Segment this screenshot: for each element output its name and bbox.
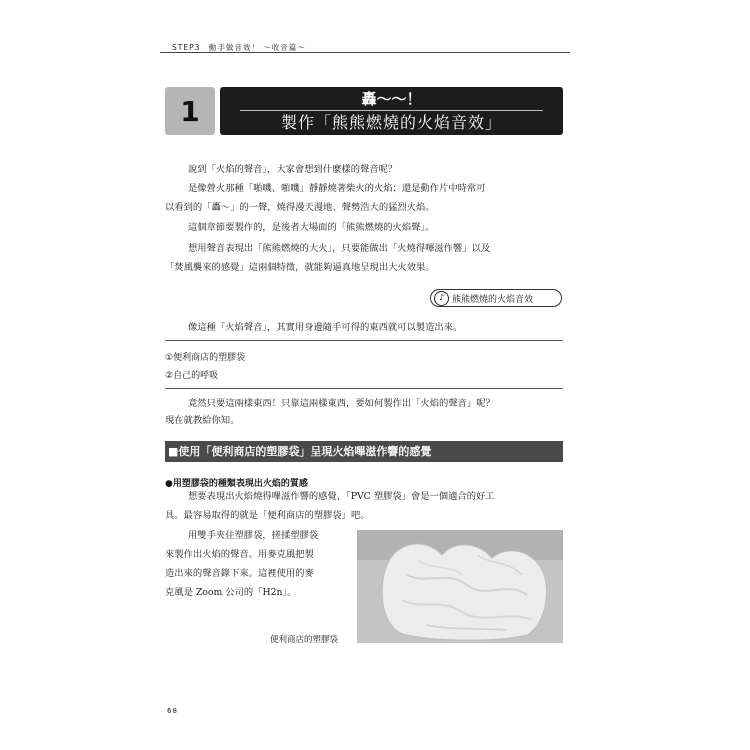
- photo-caption: 便利商店的塑膠袋: [270, 635, 339, 645]
- intro-line-2: 是像營火那種「啪嘰、啪嘰」靜靜燒著柴火的火焰；還是動作片中時常可: [188, 183, 486, 194]
- list-top-rule: [165, 340, 563, 341]
- page-number: 68: [167, 707, 178, 715]
- intro-line-3: 以看到的「轟～」的一聲，燒得漫天漫地、聲勢浩大的猛烈火焰。: [165, 202, 435, 213]
- intro-line-4: 這個章節要製作的，是後者大場面的「熊熊燃燒的火焰聲」。: [188, 222, 435, 233]
- section-para2-line-4: 克風是 Zoom 公司的「H2n」。: [165, 587, 297, 598]
- section-para1-line-1: 想要表現出火焰燒得嗶滋作響的感覺，「PVC 塑膠袋」會是一個適合的好工: [188, 491, 495, 502]
- intro-line-1: 說到「火焰的聲音」，大家會想到什麼樣的聲音呢？: [188, 164, 398, 175]
- plastic-bag-illustration: [357, 530, 563, 643]
- section-para2-line-3: 造出來的聲音錄下來。這裡使用的麥: [165, 568, 314, 579]
- chapter-title-box: [220, 87, 563, 135]
- running-header: STEP3 動手做音效！ ～收音篇～: [172, 43, 306, 52]
- list-bottom-rule: [165, 388, 563, 389]
- after-list-line-2: 現在就教給你知。: [165, 415, 240, 426]
- sound-effect-label: 熊熊燃燒的火焰音效: [452, 294, 534, 305]
- section-para2-line-2: 來製作出火焰的聲音。用麥克風把製: [165, 549, 314, 560]
- plastic-bag-photo: [357, 530, 563, 643]
- intro-line-6: 「焚風襲來的感覺」這兩個特徵，就能夠逼真地呈現出大火效果。: [165, 262, 435, 273]
- sound-effect-badge[interactable]: [430, 289, 562, 307]
- section-heading: ■使用「便利商店的塑膠袋」呈現火焰嗶滋作響的感覺: [165, 441, 563, 462]
- music-note-icon: ♪: [434, 291, 449, 306]
- chapter-title-top: 轟～～！: [361, 90, 422, 108]
- after-list-line-1: 竟然只要這兩樣東西！只靠這兩樣東西，要如何製作出「火焰的聲音」呢？: [188, 398, 495, 409]
- chapter-number: 1: [165, 87, 215, 135]
- header-rule: [160, 52, 570, 53]
- intro-line-5: 想用聲音表現出「熊熊燃燒的大火」，只要能做出「火燒得嗶滋作響」以及: [188, 243, 491, 254]
- lead-text: 像這種「火焰聲音」，其實用身邊隨手可得的東西就可以製造出來。: [188, 322, 463, 333]
- list-item-1: ①便利商店的塑膠袋: [165, 353, 246, 363]
- section-para2-line-1: 用雙手夾住塑膠袋，搓揉塑膠袋: [188, 530, 319, 541]
- section-para1-line-2: 具。最容易取得的就是「便利商店的塑膠袋」吧。: [165, 510, 370, 521]
- chapter-title-main: 製作「熊熊燃燒的火焰音效」: [280, 113, 502, 132]
- list-item-2: ②自己的呼吸: [165, 371, 219, 381]
- title-divider: [240, 110, 543, 111]
- section-subheading: ●用塑膠袋的種類表現出火焰的質感: [165, 479, 308, 489]
